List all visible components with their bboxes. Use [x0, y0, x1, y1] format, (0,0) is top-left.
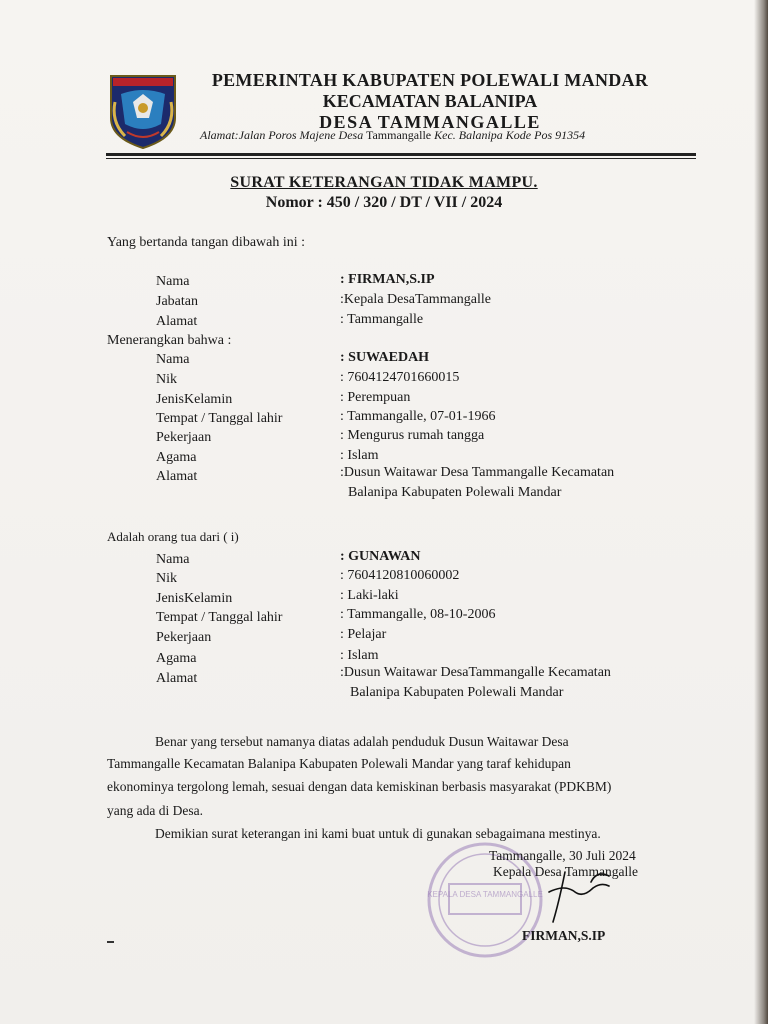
letter-title: [0, 173, 768, 213]
regency-logo: [107, 72, 179, 150]
child-label: Agama: [156, 651, 197, 666]
child-label: Alamat: [156, 671, 198, 686]
subject-value: :Dusun Waitawar Desa Tammangalle Kecamatan: [340, 465, 615, 480]
page-edge-shadow: [754, 0, 768, 1024]
official-value: : FIRMAN,S.IP: [340, 272, 435, 287]
subject-label: Alamat: [156, 469, 198, 484]
child-label: Nik: [156, 571, 177, 586]
letterhead-address: Alamat:Jalan Poros Majene Desa Tammangalle Kec. Balanipa Kode Pos 91354: [200, 128, 586, 142]
child-value: : Laki-laki: [340, 588, 399, 603]
subject-label: Nama: [156, 352, 190, 367]
margin-mark: [107, 941, 114, 943]
official-value: :Kepala DesaTammangalle: [340, 292, 492, 307]
letter-heading: SURAT KETERANGAN TIDAK MAMPU.: [230, 174, 538, 191]
child-label: Pekerjaan: [156, 630, 212, 645]
official-label: Alamat: [156, 314, 198, 329]
subject-value: : Perempuan: [340, 390, 411, 405]
child-label: Tempat / Tanggal lahir: [156, 610, 283, 625]
subject-value: : SUWAEDAH: [340, 350, 430, 365]
child-value: : 7604120810060002: [340, 568, 460, 583]
body-para2: Demikian surat keterangan ini kami buat untuk di gunakan sebagaimana mestinya.: [155, 826, 601, 841]
letterhead-line2: KECAMATAN BALANIPA: [322, 91, 538, 111]
official-value: : Tammangalle: [340, 312, 424, 327]
subject-value-cont: Balanipa Kabupaten Polewali Mandar: [348, 485, 562, 500]
sign-place-date: Tammangalle, 30 Juli 2024: [489, 848, 636, 863]
body-para1-line1: Benar yang tersebut namanya diatas adalah penduduk Dusun Waitawar Desa: [155, 734, 569, 749]
body-para1-line4: yang ada di Desa.: [107, 803, 203, 818]
declares-text: Menerangkan bahwa :: [107, 333, 232, 348]
subject-label: Agama: [156, 450, 197, 465]
child-label: Nama: [156, 552, 190, 567]
subject-label: Nik: [156, 372, 177, 387]
subject-value: : Mengurus rumah tangga: [340, 428, 485, 443]
child-value: : GUNAWAN: [340, 549, 421, 564]
parent-of-text: Adalah orang tua dari ( i): [107, 529, 239, 544]
header-rule-thick: [106, 153, 696, 156]
letterhead: [180, 70, 680, 133]
child-value: : Pelajar: [340, 627, 387, 642]
intro-text: Yang bertanda tangan dibawah ini :: [107, 235, 306, 250]
subject-value: : Tammangalle, 07-01-1966: [340, 409, 496, 424]
subject-label: JenisKelamin: [156, 392, 233, 407]
subject-label: Tempat / Tanggal lahir: [156, 411, 283, 426]
body-para1-line2: Tammangalle Kecamatan Balanipa Kabupaten Polewali Mandar yang taraf kehidupan: [107, 756, 571, 771]
subject-value: : 7604124701660015: [340, 370, 460, 385]
letterhead-line1: PEMERINTAH KABUPATEN POLEWALI MANDAR: [211, 70, 649, 90]
letter-number: Nomor : 450 / 320 / DT / VII / 2024: [265, 194, 503, 211]
child-value-cont: Balanipa Kabupaten Polewali Mandar: [350, 685, 564, 700]
svg-text:KEPALA DESA TAMMANGALLE: KEPALA DESA TAMMANGALLE: [427, 890, 543, 899]
child-value: : Tammangalle, 08-10-2006: [340, 607, 496, 622]
subject-value: : Islam: [340, 448, 379, 463]
child-value: : Islam: [340, 648, 379, 663]
body-para1-line3: ekonominya tergolong lemah, sesuai dengan data kemiskinan berbasis masyarakat (PDKBM): [107, 779, 612, 794]
subject-label: Pekerjaan: [156, 430, 212, 445]
header-rule-thin: [106, 158, 696, 159]
official-label: Nama: [156, 274, 190, 289]
child-value: :Dusun Waitawar DesaTammangalle Kecamatan: [340, 665, 611, 680]
letterhead-line3: DESA TAMMANGALLE: [319, 112, 541, 132]
child-label: JenisKelamin: [156, 591, 233, 606]
sign-position: Kepala Desa Tammangalle: [493, 864, 638, 879]
sign-name: FIRMAN,S.IP: [522, 928, 606, 943]
official-label: Jabatan: [156, 294, 198, 309]
